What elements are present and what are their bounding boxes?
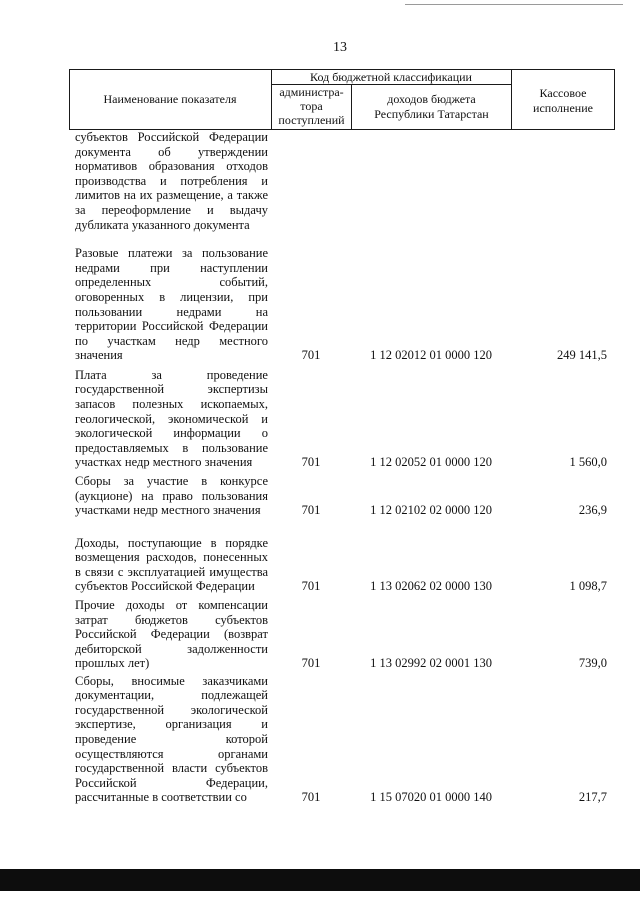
header-exec-column: Кассовое исполнение: [533, 86, 593, 115]
table-row: [69, 673, 615, 805]
page-number: 13: [333, 40, 347, 55]
row-admin-code: 701: [301, 503, 321, 518]
table-row: [69, 598, 615, 671]
row-indicator-name: Плата за проведение государственной экспертизы запасов полезных ископаемых, геологической, экономической и экологической информации о предоставляемых в пользование участках недр местного значения: [75, 367, 268, 470]
table-row: [69, 247, 615, 363]
row-income-code: 1 12 02102 02 0000 120: [370, 503, 492, 518]
scan-border-band: [0, 869, 640, 891]
top-scan-rule: [405, 4, 623, 5]
row-income-code: 1 12 02052 01 0000 120: [370, 455, 492, 470]
row-admin-code: 701: [301, 348, 321, 363]
table-row: [69, 474, 615, 518]
row-admin-code: 701: [301, 455, 321, 470]
table-row: [69, 524, 615, 594]
row-admin-code: 701: [301, 656, 321, 671]
row-indicator-name: Сборы за участие в конкурсе (аукционе) на право пользования участками недр местного значения: [75, 474, 268, 518]
row-income-code: 1 13 02062 02 0000 130: [370, 579, 492, 594]
row-cash-execution: 249 141,5: [557, 348, 607, 363]
header-income-column: доходов бюджета Республики Татарстан: [374, 92, 489, 121]
row-cash-execution: 236,9: [578, 503, 607, 518]
header-name-column: Наименование показателя: [103, 92, 237, 106]
row-indicator-name: Прочие доходы от компенсации затрат бюджетов субъектов Российской Федерации (возврат дебиторской задолженности прошлых лет): [75, 598, 268, 671]
row-cash-execution: 739,0: [578, 656, 607, 671]
row-income-code: 1 13 02992 02 0001 130: [370, 656, 492, 671]
table-row: [69, 130, 615, 240]
row-indicator-name: Доходы, поступающие в порядке возмещения расходов, понесенных в связи с эксплуатацией имущества субъектов Российской Федерации: [75, 535, 268, 594]
row-cash-execution: 1 560,0: [569, 455, 607, 470]
row-admin-code: 701: [301, 579, 321, 594]
row-cash-execution: 217,7: [578, 790, 607, 805]
table-row: [69, 366, 615, 470]
row-admin-code: 701: [301, 790, 321, 805]
row-indicator-name: Сборы, вносимые заказчиками документации, подлежащей государственной экологической экспертизе, организация и проведение которой осуществляются органами государственной власти субъектов Российской Федерации, рассчитанные в соответствии со: [75, 673, 268, 805]
row-income-code: 1 15 07020 01 0000 140: [370, 790, 492, 805]
row-indicator-name: Разовые платежи за пользование недрами при наступлении определенных событий, оговоренных в лицензии, при пользовании недрами на территории Российской Федерации по участкам недр местного значения: [75, 246, 268, 363]
row-income-code: 1 12 02012 01 0000 120: [370, 348, 492, 363]
row-cash-execution: 1 098,7: [569, 579, 607, 594]
header-code-group: Код бюджетной классификации: [310, 70, 472, 84]
row-indicator-name: субъектов Российской Федерации документа об утверждении нормативов образования отходов производства и потребления и лимитов на их размещение, а также за переоформление и выдачу дубликата указанного документа: [75, 130, 268, 232]
header-admin-column: администра- тора поступлений: [278, 85, 345, 127]
header-right-border: [614, 69, 615, 130]
